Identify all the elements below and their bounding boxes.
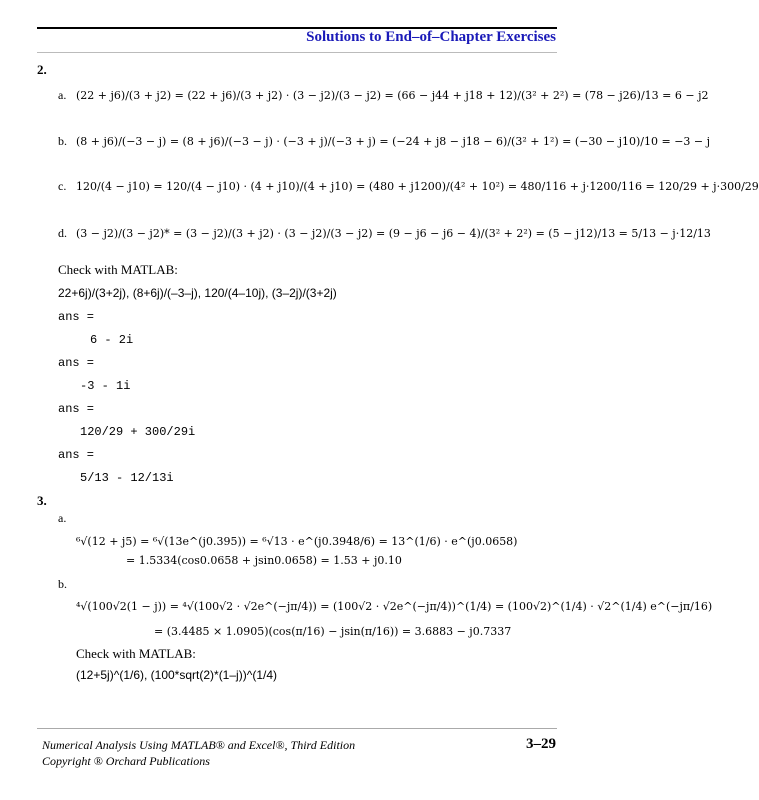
- matlab-ans-value: 6 - 2i: [90, 333, 134, 347]
- equation-3b-line2: = (3.4485 × 1.0905)(cos(π/16) − jsin(π/16)) = 3.6883 − j0.7337: [154, 625, 512, 638]
- check-matlab-text: Check with MATLAB:: [58, 262, 178, 277]
- page-number: 3–29: [526, 736, 556, 752]
- matlab-ans-label: ans =: [58, 448, 95, 462]
- equation-2b: (8 + j6)/(−3 − j) = (8 + j6)/(−3 − j) · (−3 + j)/(−3 + j) = (−24 + j8 − j18 − 6)/(3² + 1²) = (−30 − j10)/10 = −3 − j: [76, 135, 711, 148]
- part-label: b.: [58, 134, 67, 148]
- part-label: d.: [58, 226, 67, 240]
- matlab-ans-value: 5/13 - 12/13i: [80, 471, 174, 485]
- matlab-ans-label: ans =: [58, 402, 95, 416]
- equation-2d: (3 − j2)/(3 − j2)* = (3 − j2)/(3 + j2) · (3 − j2)/(3 − j2) = (9 − j6 − j6 − 4)/(3² + 2²) = (5 − j12)/13 = 5/13 − j·12/13: [76, 227, 711, 240]
- equation-3a-line1: ⁶√(12 + j5) = ⁶√(13e^(j0.395)) = ⁶√13 · e^(j0.3948/6) = 13^(1/6) · e^(j0.0658): [76, 535, 518, 548]
- matlab-ans-value: 120/29 + 300/29i: [80, 425, 196, 439]
- matlab-ans-value: -3 - 1i: [80, 379, 131, 393]
- footer-divider: [37, 728, 557, 729]
- equation-3a-line2: = 1.5334(cos0.0658 + jsin0.0658) = 1.53 + j0.10: [126, 554, 402, 567]
- check-matlab-text: Check with MATLAB:: [76, 646, 196, 661]
- footer-copyright: Copyright ® Orchard Publications: [42, 754, 210, 768]
- matlab-command: 22+6j)/(3+2j), (8+6j)/(–3–j), 120/(4–10j), (3–2j)/(3+2j): [58, 286, 337, 300]
- part-label: c.: [58, 179, 67, 193]
- equation-2c: 120/(4 − j10) = 120/(4 − j10) · (4 + j10)/(4 + j10) = (480 + j1200)/(4² + 10²) = 480/116 + j·1200/116 = 120/29 + j·300/29: [76, 180, 759, 193]
- footer-book-title: Numerical Analysis Using MATLAB® and Excel®, Third Edition: [42, 738, 356, 752]
- exercise-number: 3.: [37, 493, 47, 508]
- matlab-command: (12+5j)^(1/6), (100*sqrt(2)*(1–j))^(1/4): [76, 668, 277, 682]
- page-header-title: Solutions to End–of–Chapter Exercises: [306, 29, 556, 45]
- equation-3b-line1: ⁴√(100√2(1 − j)) = ⁴√(100√2 · √2e^(−jπ/4)) = (100√2 · √2e^(−jπ/4))^(1/4) = (100√2)^(1/4) · √2^(1/4) e^(−jπ/16): [76, 600, 713, 613]
- part-label: a.: [58, 88, 67, 102]
- matlab-ans-label: ans =: [58, 356, 95, 370]
- matlab-ans-label: ans =: [58, 310, 95, 324]
- equation-2a: (22 + j6)/(3 + j2) = (22 + j6)/(3 + j2) · (3 − j2)/(3 − j2) = (66 − j44 + j18 + 12)/(3² + 2²) = (78 − j26)/13 = 6 − j2: [76, 89, 709, 102]
- header-divider: [37, 52, 557, 53]
- part-label: b.: [58, 577, 67, 591]
- exercise-number: 2.: [37, 62, 47, 77]
- part-label: a.: [58, 511, 67, 525]
